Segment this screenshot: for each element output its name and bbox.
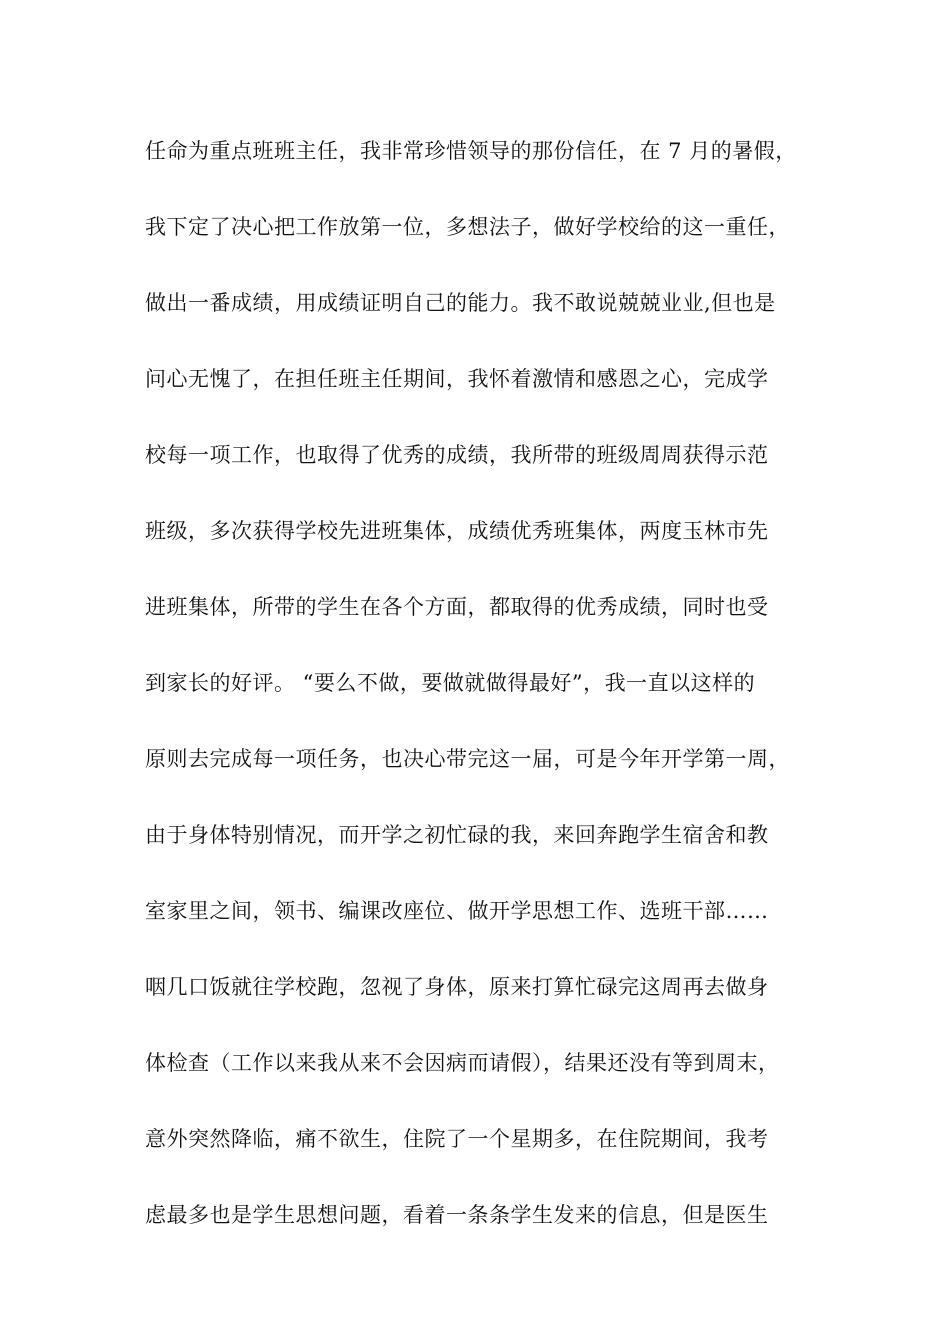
text-line: 问心无愧了，在担任班主任期间，我怀着激情和感恩之心，完成学 [145, 367, 769, 391]
text-line: 任命为重点班班主任，我非常珍惜领导的那份信任，在 7 月的暑假， [145, 139, 797, 163]
text-line: 做出一番成绩，用成绩证明自己的能力。我不敢说兢兢业业,但也是 [145, 291, 776, 315]
body-text [145, 128, 845, 1268]
text-line: 室家里之间，领书、编课改座位、做开学思想工作、选班干部…… [145, 899, 769, 923]
text-line: 进班集体，所带的学生在各个方面，都取得的优秀成绩，同时也受 [145, 595, 769, 619]
text-line: 意外突然降临，痛不欲生，住院了一个星期多，在住院期间，我考 [145, 1127, 769, 1151]
text-line: 由于身体特别情况，而开学之初忙碌的我，来回奔跑学生宿舍和教 [145, 823, 769, 847]
text-line: 原则去完成每一项任务，也决心带完这一届，可是今年开学第一周， [145, 747, 790, 771]
text-line: 体检查（工作以来我从来不会因病而请假），结果还没有等到周末， [145, 1051, 780, 1075]
text-line: 到家长的好评。 “要么不做，要做就做得最好”，我一直以这样的 [145, 671, 756, 695]
text-line: 虑最多也是学生思想问题，看着一条条学生发来的信息，但是医生 [145, 1203, 769, 1227]
text-line: 我下定了决心把工作放第一位，多想法子，做好学校给的这一重任， [145, 215, 790, 239]
text-line: 校每一项工作，也取得了优秀的成绩，我所带的班级周周获得示范 [145, 443, 769, 467]
text-line: 咽几口饭就往学校跑，忽视了身体，原来打算忙碌完这周再去做身 [145, 975, 769, 999]
text-line: 班级，多次获得学校先进班集体，成绩优秀班集体，两度玉林市先 [145, 519, 769, 543]
